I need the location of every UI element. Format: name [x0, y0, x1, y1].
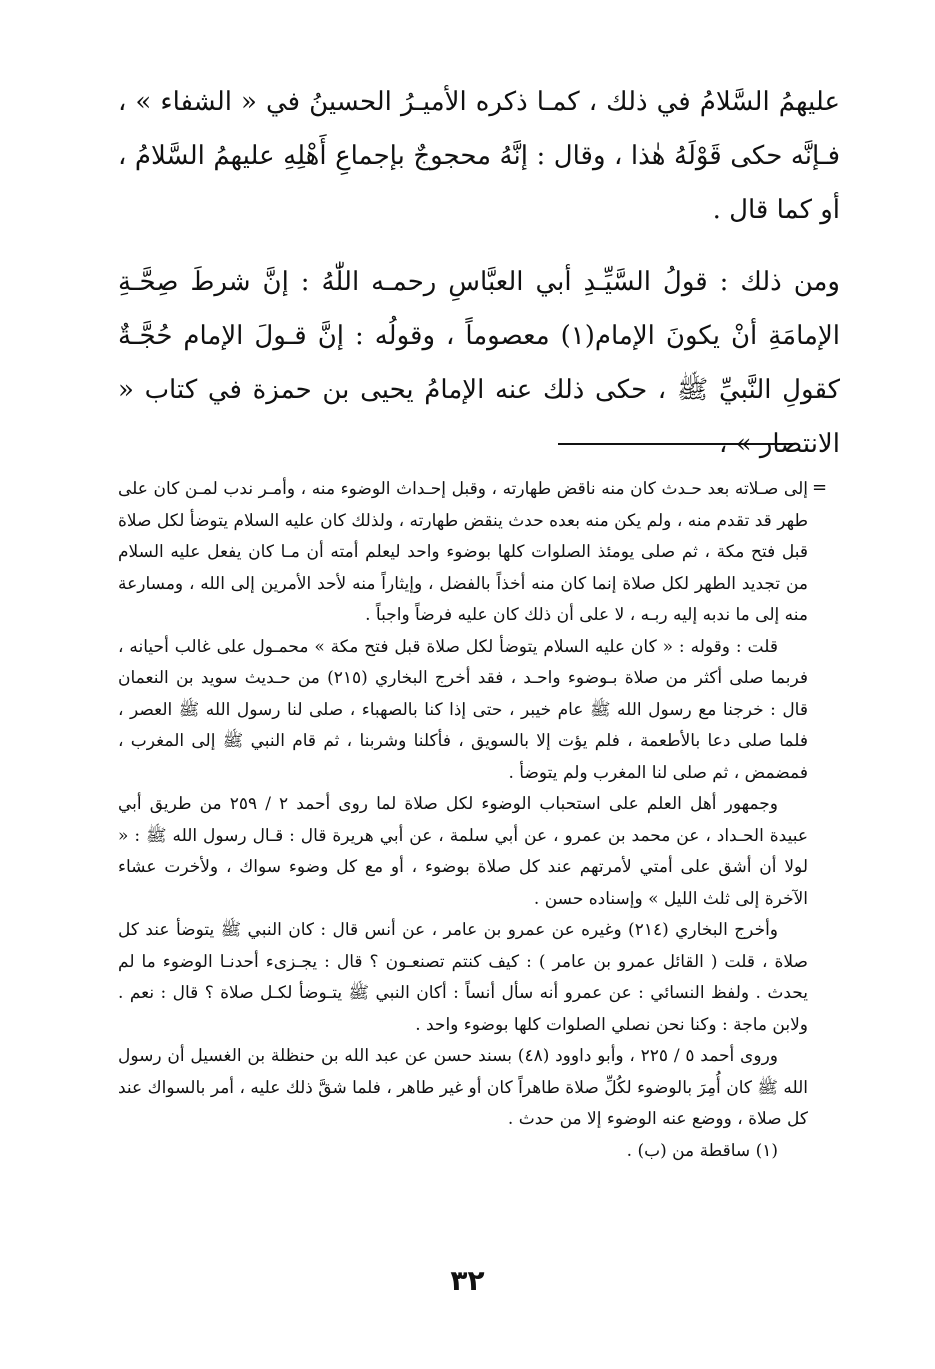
main-text: [118, 75, 840, 471]
footnotes: [118, 474, 808, 1167]
main-paragraph-1: عليهمُ السَّلامُ في ذلك ، كمـا ذكره الأميـرُ الحسينُ في « الشفاء » ، فـإنَّه حكى قَوْلَهُ هٰذا ، وقال : إنَّهُ محجوجٌ بإجماعِ أَهْلِهِ عليهمُ السَّلامُ ، أو كما قال .: [118, 87, 840, 225]
footnote-paragraph-2: قلت : وقوله : « كان عليه السلام يتوضأ لكل صلاة قبل فتح مكة » محمـول على غالب أحيانه ، فربما صلى أكثر من صلاة بـوضوء واحـد ، فقد أخرج البخاري (٢١٥) من حـديث سويد بن النعمان قال : خرجنا مع رسول الله ﷺ عام خيبر ، حتى إذا كنا بالصهباء ، صلى لنا رسول الله ﷺ العصر ، فلما صلى دعا بالأطعمة ، فلم يؤت إلا بالسويق ، فأكلنا وشربنا ، ثم قام النبي ﷺ إلى المغرب ، فمضمض ، ثم صلى لنا المغرب ولم يتوضأ .: [118, 636, 808, 783]
footnote-paragraph-1: إلى صـلاته بعد حـدث كان منه ناقض طهارته ، وقبل إحـداث الوضوء منه ، وأمـر ندب لمـن كان على طهر قد تقدم منه ، ولم يكن منه بعده حدث ينقض طهارته ، ولذلك كان عليه السلام يتوضأ لكل صلاة قبل فتح مكة ، ثم صلى يومئذ الصلوات كلها بوضوء واحد ليعلم أمته أن مـا كان يفعل عليه السلام من تجديد الطهر لكل صلاة إنما كان منه أخذاً بالفضل ، وإيثاراً منه لأحد الأمرين إلى الله ، ومسارعة منه إلى ما ندبه إليه ربـه ، لا على أن ذلك كان عليه فرضاً واجباً .: [118, 479, 808, 625]
main-paragraph-2: ومن ذلك : قولُ السَّيِّـدِ أبي العبَّاسِ رحمـه اللّٰهُ : إنَّ شرطَ صِحَّـةِ الإمامَةِ أنْ يكونَ الإمام(١) معصوماً ، وقولُه : إنَّ قـولَ الإمام حُجَّـةٌ كقولِ النَّبيِّ ﷺ ، حكى ذلك عنه الإمامُ يحيى بن حمزة في كتاب « الانتصار » ،: [118, 267, 841, 459]
footnote-separator: [558, 443, 795, 445]
page-number: ٣٢: [450, 1264, 485, 1297]
footnote-reference-1: (١) ساقطة من (ب) .: [626, 1140, 778, 1161]
footnote-continuation-mark: =: [812, 477, 828, 498]
footnote-paragraph-3: وجمهور أهل العلم على استحباب الوضوء لكل صلاة لما روى أحمد ٢ / ٢٥٩ من طريق أبي عبيدة الحـداد ، عن محمد بن عمرو ، عن أبي سلمة ، عن أبي هريرة قال : قـال رسول الله ﷺ : « لولا أن أشق على أمتي لأمرتهم عند كل صلاة بوضوء ، أو مع كل وضوء سواك ، ولأخرت عشاء الآخرة إلى ثلث الليل » وإسناده حسن .: [118, 794, 808, 909]
footnote-paragraph-5: وروى أحمد ٥ / ٢٢٥ ، وأبو داوود (٤٨) بسند حسن عن عبد الله بن حنظلة بن الغسيل أن رسول الله ﷺ كان أُمِرَ بالوضوء لكُلِّ صلاة طاهراً كان أو غير طاهر ، فلما شقَّ ذلك عليه ، أمر بالسواك عند كل صلاة ، ووضع عنه الوضوء إلا من حدث .: [118, 1046, 808, 1129]
footnote-paragraph-4: وأخرج البخاري (٢١٤) وغيره عن عمرو بن عامر ، عن أنس قال : كان النبي ﷺ يتوضأ عند كل صلاة ، قلت ( القائل عمرو بن عامر ) : كيف كنتم تصنعـون ؟ قال : يجـزىء أحدنـا الوضوء ما لم يحدث . ولفظ النسائي : عن عمرو أنه سأل أنساً : أكان النبي ﷺ يتـوضأ لكـل صلاة ؟ قال : نعم . ولابن ماجة : وكنا نحن نصلي الصلوات كلها بوضوء واحد .: [118, 920, 808, 1035]
